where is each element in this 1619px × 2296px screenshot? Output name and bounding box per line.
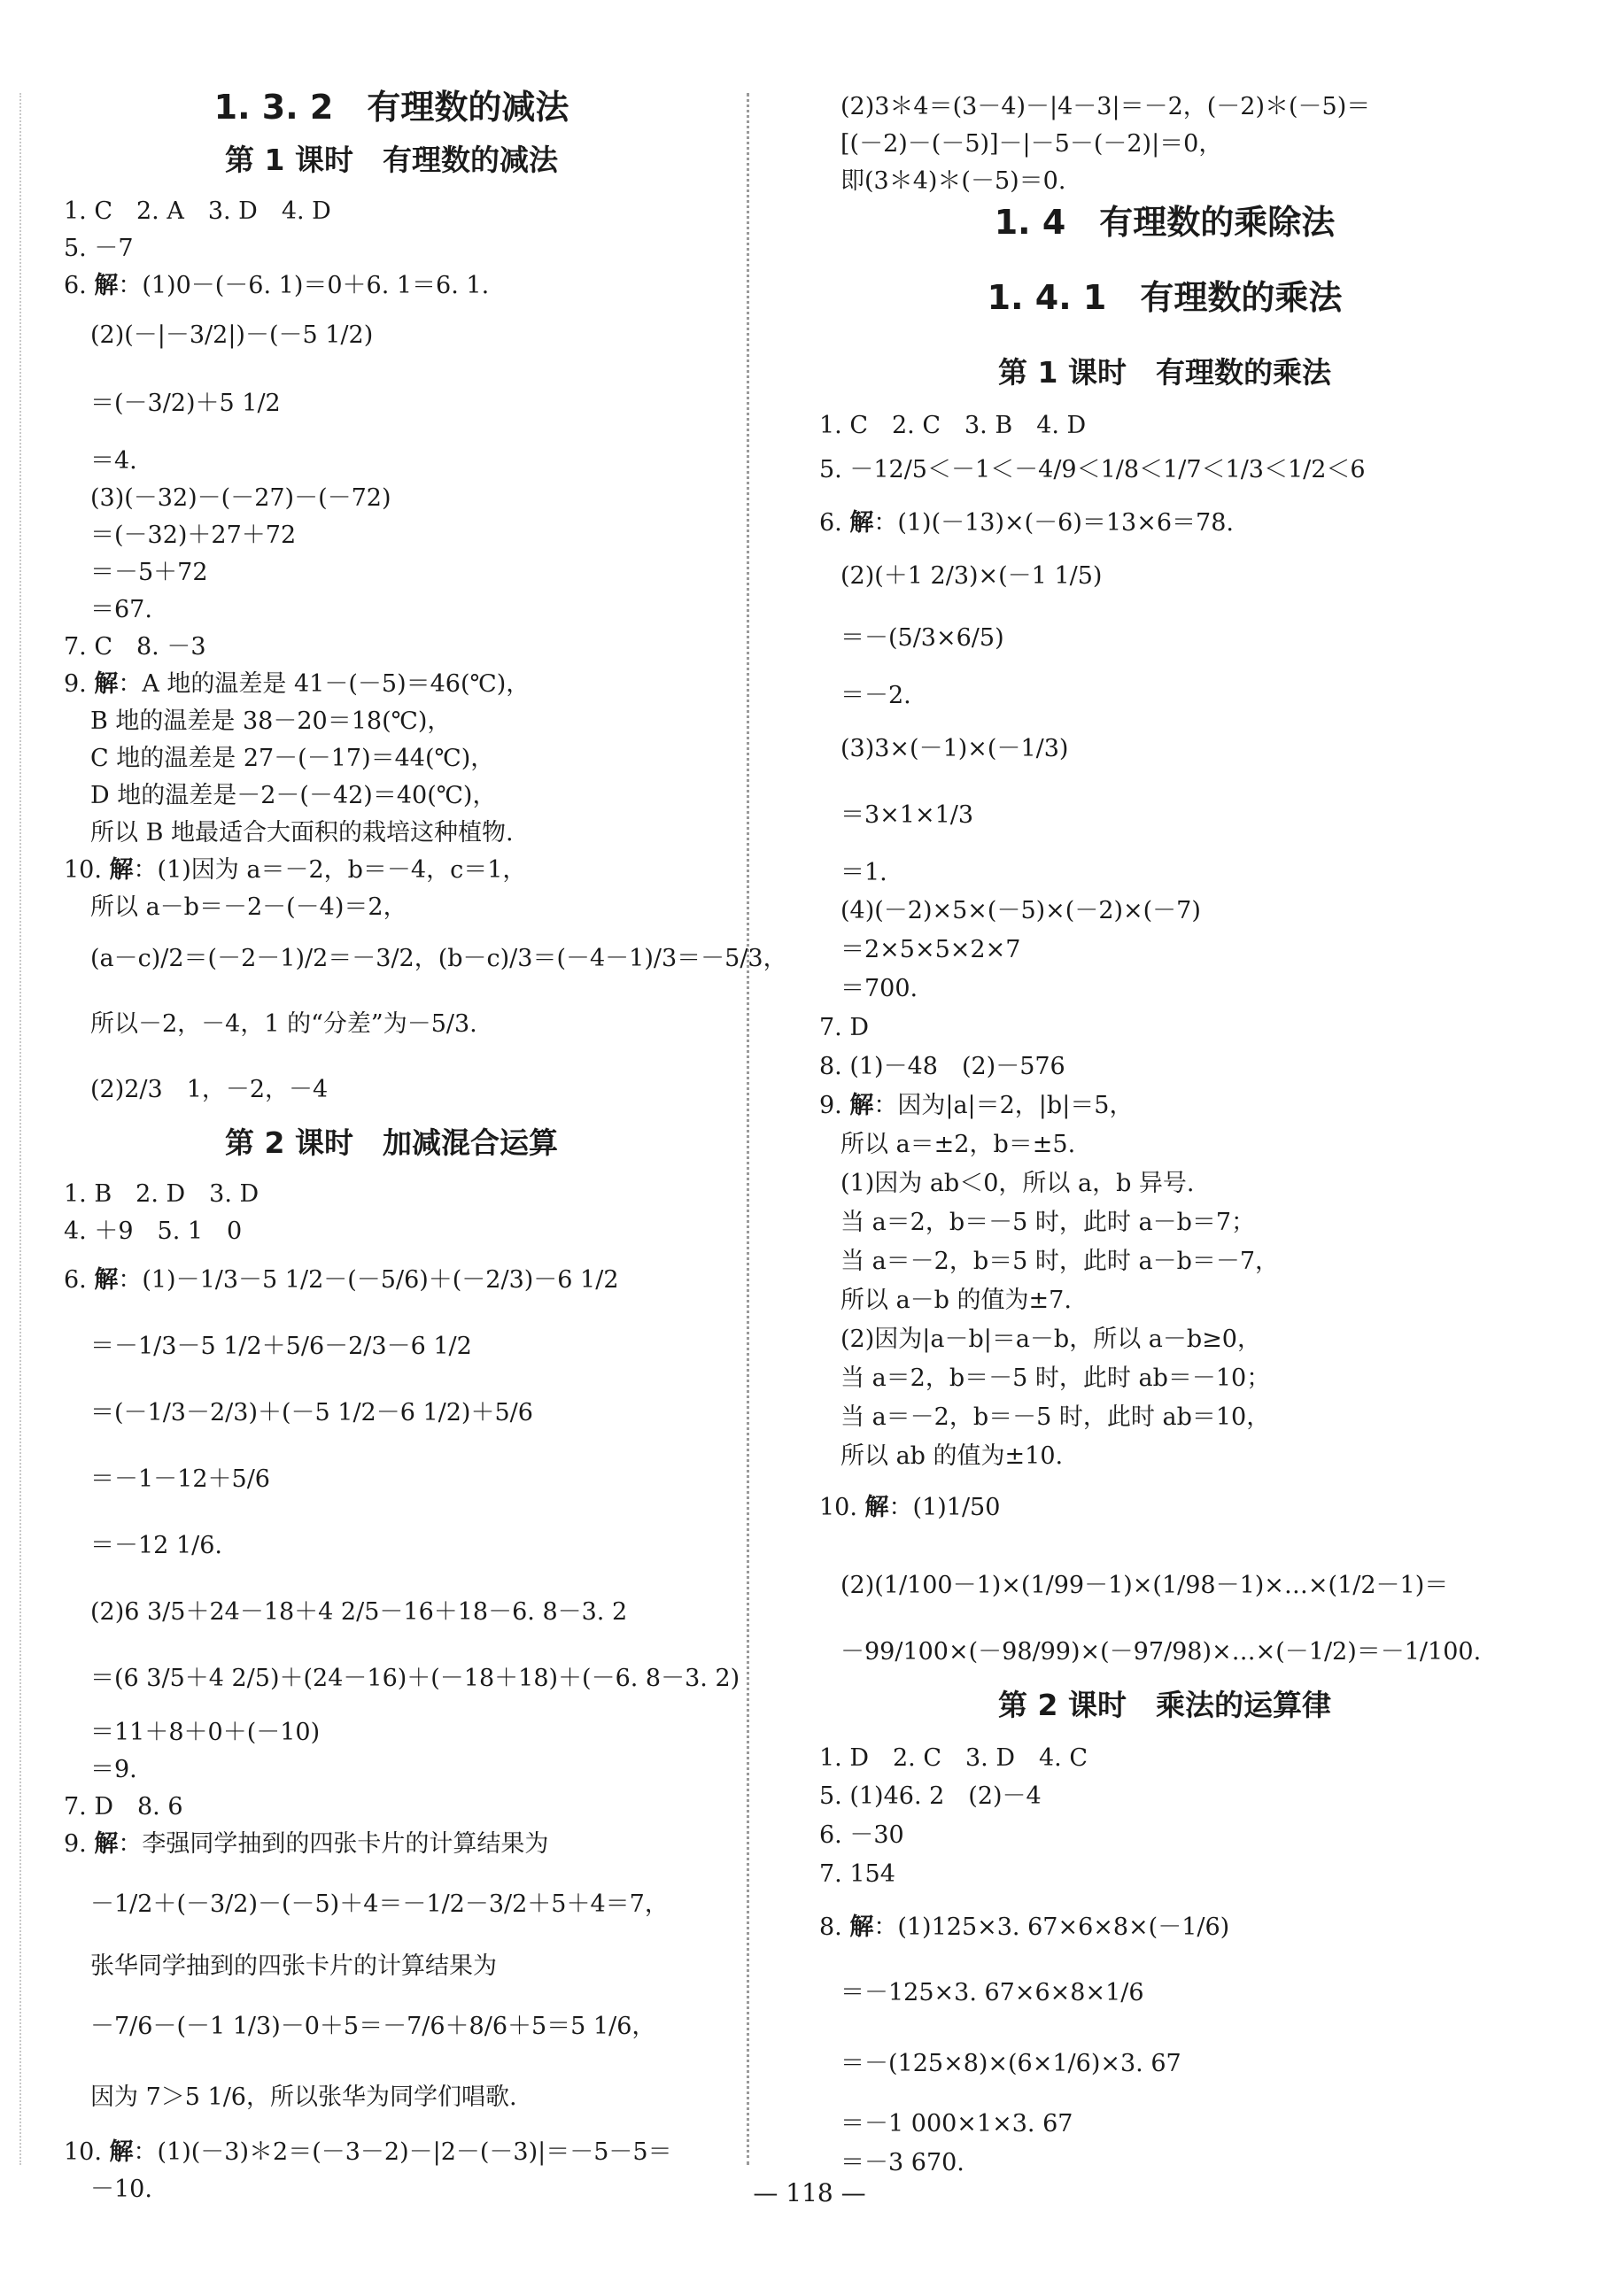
answer-line: 当 a＝－2，b＝5 时，此时 a－b＝－7， — [840, 1248, 1280, 1275]
answer-line: 6. 解：(1)(－13)×(－6)＝13×6＝78. — [819, 509, 1234, 537]
answer-line: 所以 a＝±2，b＝±5. — [840, 1131, 1076, 1158]
answer-line: －10. — [90, 2176, 152, 2203]
lesson-title: 第 2 课时 乘法的运算律 — [998, 1688, 1331, 1722]
answer-line: 8. (1)－48 (2)－576 — [819, 1053, 1065, 1080]
answer-line: －99/100×(－98/99)×(－97/98)×…×(－1/2)＝－1/100. — [840, 1638, 1482, 1666]
solution-label: 解 — [849, 1913, 874, 1941]
answer-line: 7. D — [819, 1014, 869, 1041]
answer-line: ＝4. — [90, 447, 137, 475]
answer-line: (3)(－32)－(－27)－(－72) — [90, 484, 391, 512]
answer-line: 6. 解：(1)0－(－6. 1)＝0＋6. 1＝6. 1. — [64, 272, 490, 299]
answer-line: ＝1. — [840, 859, 887, 886]
answer-line: D 地的温差是－2－(－42)＝40(℃)， — [90, 782, 497, 809]
answer-line: －1/2＋(－3/2)－(－5)＋4＝－1/2－3/2＋5＋4＝7， — [90, 1890, 669, 1918]
answer-line: 9. 解：李强同学抽到的四张卡片的计算结果为 — [64, 1830, 549, 1858]
answer-line: (2)3＊4＝(3－4)－|4－3|＝－2，(－2)＊(－5)＝ — [840, 93, 1371, 120]
answer-line: ＝3×1×1/3 — [840, 801, 974, 829]
answer-line: (2)(1/100－1)×(1/99－1)×(1/98－1)×…×(1/2－1)＝ — [840, 1572, 1449, 1599]
answer-line: ＝－12 1/6. — [90, 1532, 222, 1559]
answer-line: 1. B 2. D 3. D — [64, 1180, 260, 1208]
solution-label: 解 — [94, 1266, 119, 1294]
answer-line: ＝9. — [90, 1756, 137, 1783]
answer-line: ＝2×5×5×2×7 — [840, 936, 1021, 963]
answer-line: ＝－2. — [840, 682, 911, 709]
lesson-title: 第 2 课时 加减混合运算 — [225, 1125, 558, 1160]
answer-line: 9. 解：A 地的温差是 41－(－5)＝46(℃)， — [64, 670, 531, 698]
solution-label: 解 — [849, 1092, 874, 1119]
answer-line: 所以 B 地最适合大面积的栽培这种植物. — [90, 819, 514, 847]
answer-line: (4)(－2)×5×(－5)×(－2)×(－7) — [840, 897, 1201, 924]
answer-line: 5. －12/5＜－1＜－4/9＜1/8＜1/7＜1/3＜1/2＜6 — [819, 456, 1366, 483]
answer-line: ＝－3 670. — [840, 2149, 964, 2176]
answer-line: 所以 a－b＝－2－(－4)＝2， — [90, 893, 407, 921]
section-title: 1. 4 有理数的乘除法 — [994, 203, 1336, 242]
margin-rule — [19, 93, 21, 2165]
answer-line: B 地的温差是 38－20＝18(℃)， — [90, 707, 452, 735]
answer-line: 8. 解：(1)125×3. 67×6×8×(－1/6) — [819, 1913, 1230, 1941]
answer-line: (3)3×(－1)×(－1/3) — [840, 735, 1069, 762]
answer-line: 10. 解：(1)(－3)＊2＝(－3－2)－|2－(－3)|＝－5－5＝ — [64, 2138, 672, 2166]
answer-line: 6. 解：(1)－1/3－5 1/2－(－5/6)＋(－2/3)－6 1/2 — [64, 1266, 619, 1294]
answer-line: 当 a＝－2，b＝－5 时，此时 ab＝10， — [840, 1403, 1271, 1431]
answer-line: 1. C 2. C 3. B 4. D — [819, 412, 1087, 439]
answer-line: 即(3＊4)＊(－5)＝0. — [840, 167, 1066, 195]
answer-line: ＝－(125×8)×(6×1/6)×3. 67 — [840, 2050, 1181, 2077]
solution-label: 解 — [849, 509, 874, 537]
page-number: — 118 — — [753, 2178, 866, 2207]
answer-line: ＝67. — [90, 596, 152, 623]
lesson-title: 第 1 课时 有理数的乘法 — [998, 355, 1331, 390]
answer-line: ＝(－3/2)＋5 1/2 — [90, 390, 281, 417]
answer-line: 1. D 2. C 3. D 4. C — [819, 1744, 1088, 1772]
answer-line: 5. (1)46. 2 (2)－4 — [819, 1782, 1042, 1810]
answer-line: 张华同学抽到的四张卡片的计算结果为 — [90, 1952, 497, 1980]
solution-label: 解 — [94, 670, 119, 698]
solution-label: 解 — [109, 856, 134, 884]
answer-line: ＝－5＋72 — [90, 559, 208, 586]
answer-line: ＝(6 3/5＋4 2/5)＋(24－16)＋(－18＋18)＋(－6. 8－3. 2) — [90, 1665, 740, 1692]
answer-line: ＝700. — [840, 975, 918, 1002]
answer-line: 9. 解：因为|a|＝2，|b|＝5， — [819, 1092, 1134, 1119]
answer-line: (2)因为|a－b|＝a－b，所以 a－b≥0， — [840, 1326, 1261, 1353]
answer-line: 因为 7＞5 1/6，所以张华为同学们唱歌. — [90, 2083, 517, 2111]
answer-line: ＝－1 000×1×3. 67 — [840, 2110, 1073, 2138]
answer-line: ＝11＋8＋0＋(－10) — [90, 1719, 321, 1746]
answer-line: 10. 解：(1)因为 a＝－2，b＝－4，c＝1， — [64, 856, 527, 884]
answer-line: 7. 154 — [819, 1860, 895, 1888]
solution-label: 解 — [94, 272, 119, 299]
answer-line: (2)2/3 1，－2，－4 — [90, 1076, 329, 1103]
answer-line: 7. D 8. 6 — [64, 1793, 183, 1821]
answer-line: C 地的温差是 27－(－17)＝44(℃)， — [90, 745, 495, 772]
answer-line: ＝－1/3－5 1/2＋5/6－2/3－6 1/2 — [90, 1333, 472, 1360]
answer-line: 1. C 2. A 3. D 4. D — [64, 197, 331, 225]
answer-line: (2)6 3/5＋24－18＋4 2/5－16＋18－6. 8－3. 2 — [90, 1598, 628, 1626]
answer-line: 所以－2，－4，1 的“分差”为－5/3. — [90, 1010, 477, 1038]
lesson-title: 第 1 课时 有理数的减法 — [225, 143, 558, 177]
column-divider — [747, 93, 749, 2165]
answer-line: ＝－125×3. 67×6×8×1/6 — [840, 1979, 1144, 2006]
answer-line: 所以 a－b 的值为±7. — [840, 1287, 1072, 1314]
answer-line: 当 a＝2，b＝－5 时，此时 ab＝－10； — [840, 1364, 1271, 1392]
answer-line: (a－c)/2＝(－2－1)/2＝－3/2，(b－c)/3＝(－4－1)/3＝－5/3， — [90, 945, 787, 972]
answer-line: ＝(－32)＋27＋72 — [90, 522, 297, 549]
answer-line: ＝－1－12＋5/6 — [90, 1465, 270, 1493]
answer-line: 4. ＋9 5. 1 0 — [64, 1218, 243, 1245]
solution-label: 解 — [864, 1494, 889, 1521]
section-title: 1. 3. 2 有理数的减法 — [213, 88, 569, 127]
section-title: 1. 4. 1 有理数的乘法 — [987, 278, 1343, 317]
solution-label: 解 — [94, 1830, 119, 1858]
answer-line: 当 a＝2，b＝－5 时，此时 a－b＝7； — [840, 1209, 1256, 1236]
answer-line: 10. 解：(1)1/50 — [819, 1494, 1001, 1521]
answer-line: (1)因为 ab＜0，所以 a，b 异号. — [840, 1170, 1195, 1197]
answer-line: (2)(－|－3/2|)－(－5 1/2) — [90, 321, 374, 349]
answer-line: －7/6－(－1 1/3)－0＋5＝－7/6＋8/6＋5＝5 1/6， — [90, 2013, 656, 2040]
answer-line: 6. －30 — [819, 1821, 904, 1849]
answer-line: 7. C 8. －3 — [64, 633, 206, 661]
answer-line: [(－2)－(－5)]－|－5－(－2)|＝0， — [840, 130, 1223, 158]
answer-line: 所以 ab 的值为±10. — [840, 1442, 1064, 1470]
answer-line: ＝(－1/3－2/3)＋(－5 1/2－6 1/2)＋5/6 — [90, 1399, 533, 1426]
answer-line: 5. －7 — [64, 235, 134, 262]
answer-line: ＝－(5/3×6/5) — [840, 624, 1004, 652]
answer-line: (2)(＋1 2/3)×(－1 1/5) — [840, 562, 1103, 590]
solution-label: 解 — [109, 2138, 134, 2166]
